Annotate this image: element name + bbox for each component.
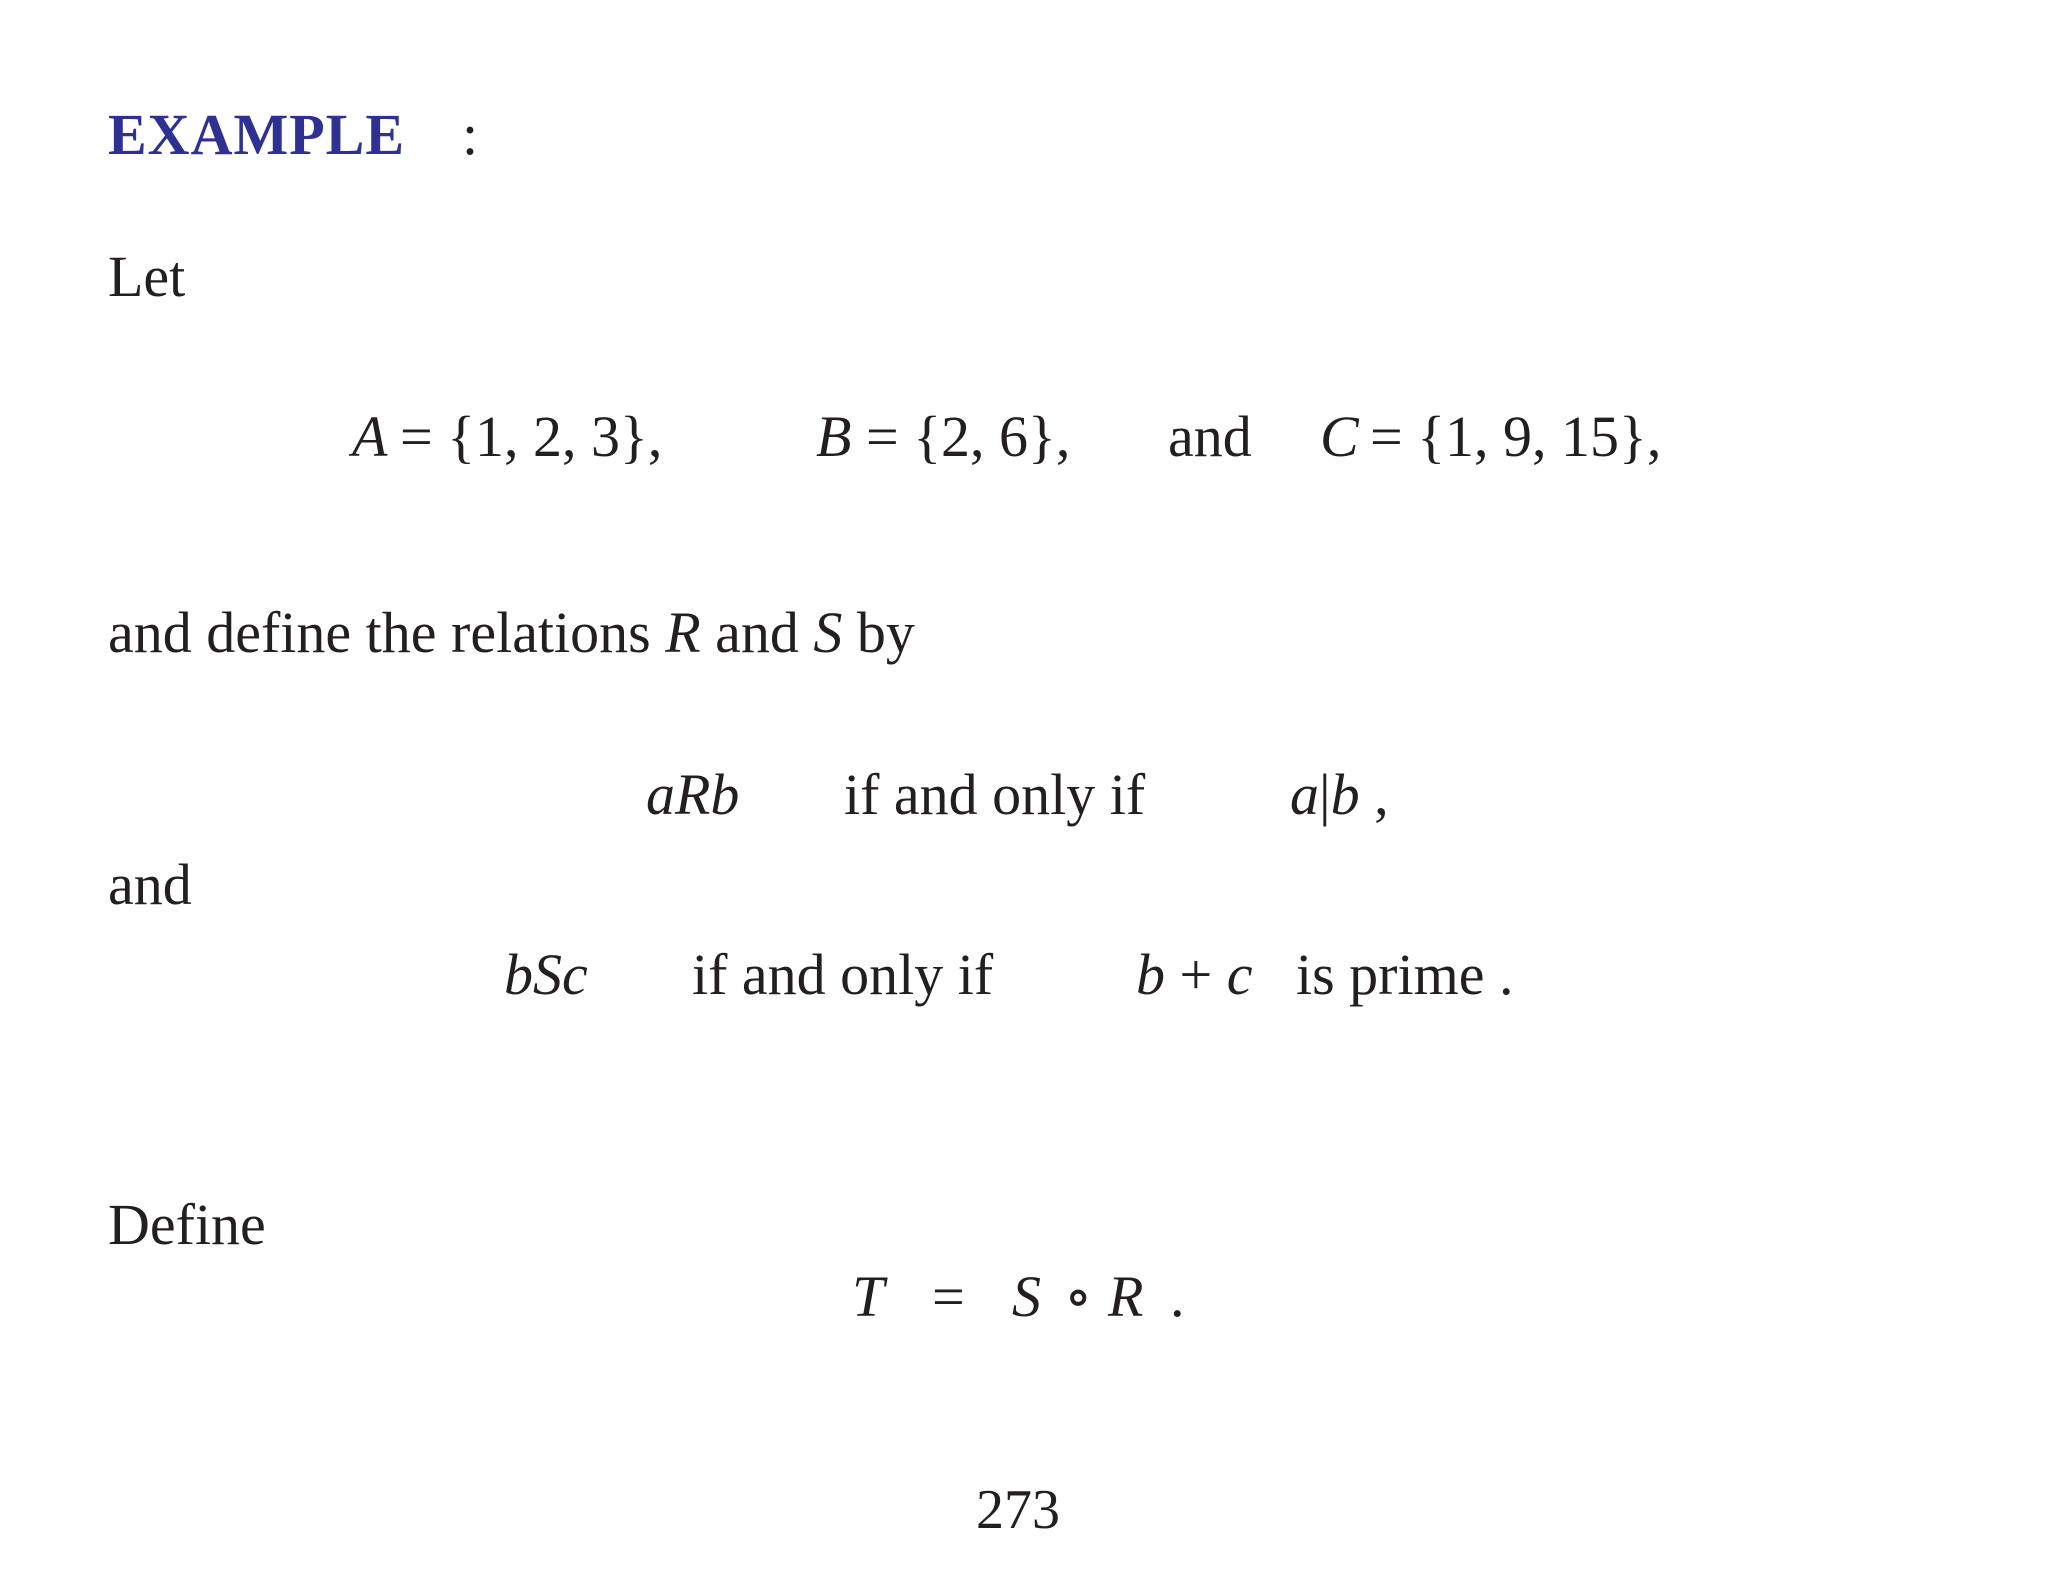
relation-s-is-prime: is prime . <box>1296 942 1514 1007</box>
composition-period: . <box>1170 1264 1185 1329</box>
define-relations-part3: by <box>856 600 915 665</box>
relation-s-iff: if and only if <box>692 942 994 1007</box>
intro-text: Let <box>108 244 186 309</box>
composition-t: T <box>852 1264 885 1329</box>
set-b-definition: = {2, 6}, <box>866 404 1071 469</box>
relation-r-condition <box>1290 762 1389 827</box>
relation-s-condition <box>1136 942 1253 1007</box>
define-text: Define <box>108 1192 266 1257</box>
divides-symbol: | <box>1319 762 1331 827</box>
set-c-definition: = {1, 9, 15}, <box>1370 404 1662 469</box>
heading-colon: : <box>462 102 479 167</box>
set-a-definition: = {1, 2, 3}, <box>400 404 663 469</box>
set-a-symbol: A <box>352 404 388 469</box>
relation-r-symbol: R <box>665 600 701 665</box>
define-relations-part1: and define the relations <box>108 600 651 665</box>
composition-r: R <box>1108 1264 1144 1329</box>
relation-s-condition-b: b <box>1136 942 1165 1007</box>
relation-r-condition-a: a <box>1290 762 1319 827</box>
composition-s: S <box>1012 1264 1041 1329</box>
example-heading: EXAMPLE <box>108 102 405 167</box>
relation-s-condition-c: c <box>1226 942 1253 1007</box>
relation-s-lhs: bSc <box>504 942 588 1007</box>
composition-operator: ∘ <box>1064 1264 1093 1329</box>
and-connector: and <box>108 852 192 917</box>
relation-r-lhs: aRb <box>646 762 740 827</box>
define-relations-sentence <box>108 600 915 665</box>
composition-equals: = <box>932 1264 965 1329</box>
page-number: 273 <box>976 1479 1060 1541</box>
relation-r-comma: , <box>1374 762 1389 827</box>
relation-r-iff: if and only if <box>844 762 1146 827</box>
set-b-symbol: B <box>816 404 852 469</box>
plus-symbol: + <box>1179 942 1213 1007</box>
relation-s-symbol: S <box>813 600 843 665</box>
relation-r-condition-b: b <box>1330 762 1360 827</box>
define-relations-part2: and <box>715 600 799 665</box>
sets-conjunction: and <box>1168 404 1252 469</box>
set-c-symbol: C <box>1320 404 1359 469</box>
